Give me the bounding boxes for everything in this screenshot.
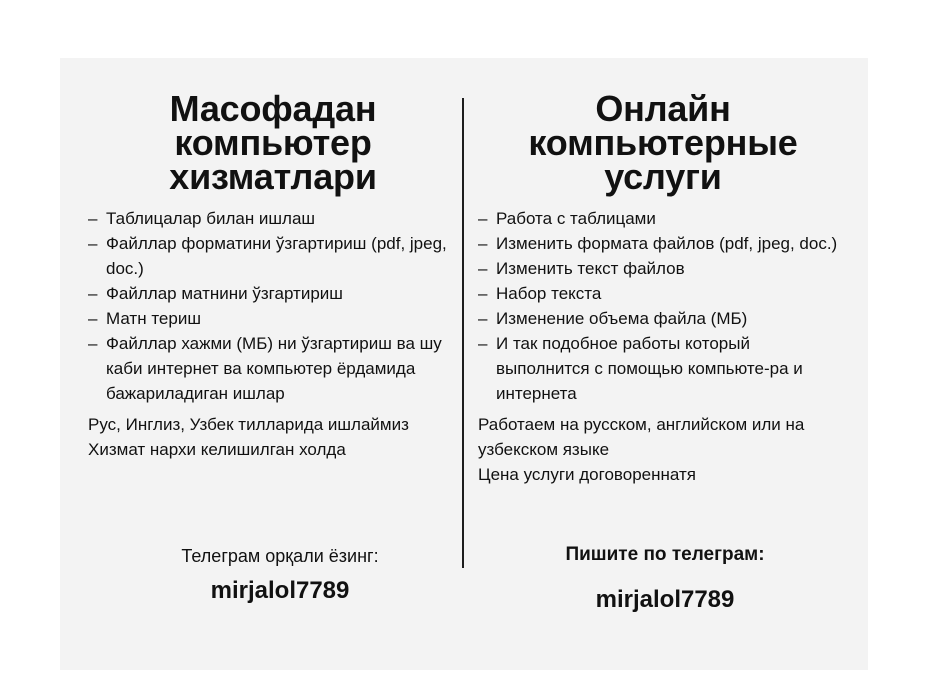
- uzbek-title: [88, 88, 458, 197]
- service-item: – Таблицалар билан ишлаш: [88, 206, 458, 231]
- uzbek-notes: [88, 412, 458, 462]
- russian-contact: [520, 544, 810, 614]
- russian-title: [478, 88, 848, 197]
- telegram-handle: mirjalol7789: [210, 577, 350, 604]
- service-item: – Работа с таблицами: [478, 206, 848, 231]
- title-line: Масофадан: [169, 88, 377, 129]
- languages-note: Рус, Инглиз, Узбек тилларида ишлаймиз: [88, 415, 409, 434]
- service-item: – Файллар матнини ўзгартириш: [88, 281, 458, 306]
- uzbek-services-list: [88, 206, 458, 406]
- title-line: хизматлари: [169, 156, 377, 197]
- service-item: – Файллар форматини ўзгартириш (pdf, jpeg, doc.): [88, 231, 458, 281]
- title-line: Онлайн: [595, 88, 731, 129]
- uzbek-column: [88, 88, 458, 462]
- column-divider: [462, 98, 464, 568]
- russian-services-list: [478, 206, 848, 406]
- title-line: услуги: [604, 156, 722, 197]
- contact-label: Телеграм орқали ёзинг:: [181, 546, 379, 566]
- russian-column: [478, 88, 848, 487]
- service-item: – Изменить текст файлов: [478, 256, 848, 281]
- service-item: – И так подобное работы который выполнится с помощью компьюте-ра и интернета: [478, 331, 848, 406]
- service-item: – Файллар хажми (МБ) ни ўзгартириш ва шу каби интернет ва компьютер ёрдамида бажариладиган ишлар: [88, 331, 458, 406]
- telegram-handle: mirjalol7789: [595, 586, 735, 613]
- service-item: – Изменить формата файлов (pdf, jpeg, doc.): [478, 231, 848, 256]
- price-note: Цена услуги договореннатя: [478, 465, 696, 484]
- russian-notes: [478, 412, 848, 487]
- price-note: Хизмат нархи келишилган холда: [88, 440, 346, 459]
- uzbek-contact: [150, 546, 410, 605]
- service-item: – Матн териш: [88, 306, 458, 331]
- languages-note: Работаем на русском, английском или на узбекском языке: [478, 415, 805, 459]
- service-item: – Набор текста: [478, 281, 848, 306]
- title-line: компьютерные: [528, 122, 798, 163]
- contact-label: Пишите по телеграм:: [565, 544, 765, 565]
- title-line: компьютер: [174, 122, 372, 163]
- service-item: – Изменение объема файла (МБ): [478, 306, 848, 331]
